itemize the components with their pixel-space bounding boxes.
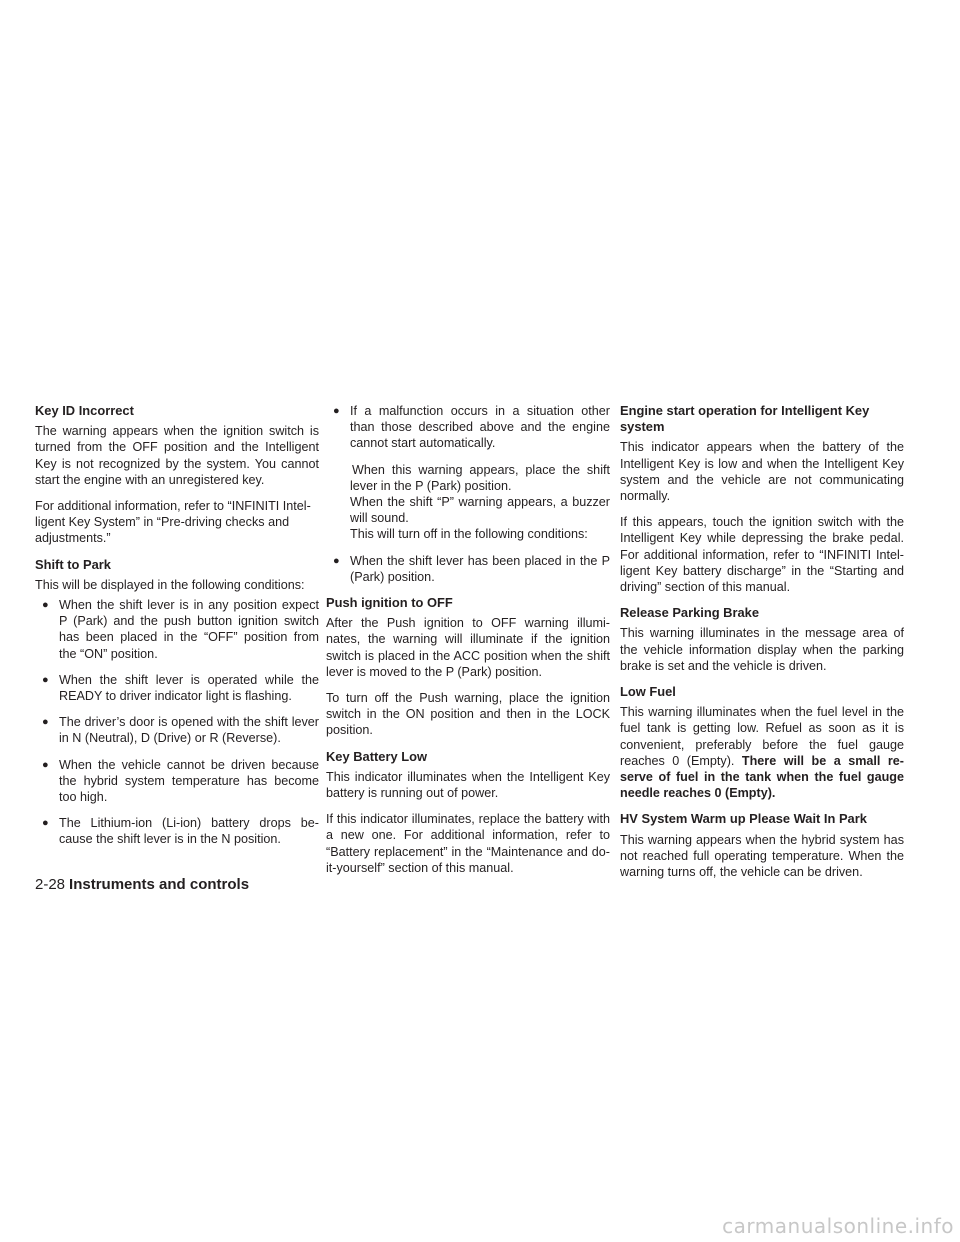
list-item: ● When the shift lever has been placed in the P (Park) position. [333,553,610,584]
list-item: ● The Lithium-ion (Li-ion) battery drops be-cause the shift lever is in the N position. [42,816,319,847]
heading-key-battery-low: Key Battery Low [326,748,428,764]
bullet-list [326,403,610,452]
list-item: ● If a malfunction occurs in a situation other than those described above and the engine cannot start automatically. [333,404,610,451]
heading-release-parking-brake: Release Parking Brake [620,605,760,621]
section-title: Instruments and controls [69,876,250,893]
column-middle [326,403,610,886]
bullet-icon: ● [42,673,49,686]
list-item: ● The driver’s door is opened with the shift lever in N (Neutral), D (Drive) or R (Reverse). [42,715,319,746]
heading-push-ignition-off: Push ignition to OFF [326,595,453,611]
paragraph: This will be displayed in the following conditions: [35,577,305,592]
paragraph: If this appears, touch the ignition switch with the Intelligent Key while depressing the brake pedal. For additional information, refer to “INFINITI Intel-ligent Key battery discharge” in the “Starting and driving” section of this manual. [620,515,904,595]
paragraph: To turn off the Push warning, place the ignition switch in the ON position and then in the LOCK position. [326,691,610,738]
bullet-icon: ● [42,758,49,771]
paragraph: This indicator illuminates when the Intelligent Key battery is running out of power. [326,769,610,801]
column-left [35,403,319,858]
bullet-list [35,597,319,848]
bullet-icon: ● [42,599,49,612]
bullet-icon: ● [333,554,340,567]
list-item: ● When the shift lever is in any position expect P (Park) and the push button ignition switch has been placed in the “OFF” position from the “ON” position. [42,598,319,661]
paragraph: When the shift “P” warning appears, a buzzer will sound. [350,495,610,526]
heading-key-id-incorrect: Key ID Incorrect [35,403,134,418]
watermark: carmanualsonline.info [722,1214,954,1238]
bullet-icon: ● [333,405,340,417]
column-right [620,403,904,890]
bullet-list [326,553,610,585]
paragraph: For additional information, refer to “INFINITI Intel-ligent Key System” in “Pre-driving checks and adjustments.” [35,499,311,546]
bullet-icon: ● [42,716,49,729]
heading-engine-start-operation: Engine start operation for Intelligent Key system [620,403,870,435]
bullet-icon: ● [42,817,49,830]
paragraph: This warning illuminates in the message area of the vehicle information display when the parking brake is set and the vehicle is driven. [620,626,904,673]
paragraph: This indicator appears when the battery of the Intelligent Key is low and when the Intelligent Key system and the vehicle are not communicating normally. [620,440,904,504]
page-footer [35,876,249,894]
paragraph: If this indicator illuminates, replace the battery with a new one. For additional information, refer to “Battery replacement” in the “Maintenance and do-it-yourself” section of this manual. [326,812,610,875]
indented-notes [326,462,610,543]
paragraph: After the Push ignition to OFF warning illumi-nates, the warning will illuminate if the ignition switch is placed in the ACC position when the shift lever is moved to the P (Park) position. [326,616,610,679]
heading-hv-system-warm-up: HV System Warm up Please Wait In Park [620,811,867,827]
paragraph: This warning illuminates when the fuel level in the fuel tank is getting low. Refuel as soon as it is convenient, preferably before the fuel gauge reaches 0 (Empty). There will be a small re-serve of fuel in the tank when the fuel gauge needle reaches 0 (Empty). [620,705,905,801]
paragraph: When this warning appears, place the shift lever in the P (Park) position. [350,462,610,493]
page-number: 2-28 [35,876,66,893]
list-item: ● When the shift lever is operated while the READY to driver indicator light is flashing. [42,672,319,704]
emphasis-text: There will be a small re-serve of fuel in the tank when the fuel gauge needle reaches 0 (Empty). [620,753,905,801]
heading-shift-to-park: Shift to Park [35,556,111,572]
paragraph: This warning appears when the hybrid system has not reached full operating temperature. When the warning turns off, the vehicle can be driven. [620,832,904,880]
paragraph: This will turn off in the following conditions: [350,527,588,542]
heading-low-fuel: Low Fuel [620,684,676,700]
paragraph: The warning appears when the ignition switch is turned from the OFF position and the Intelligent Key is not recognized by the system. You cannot start the engine with an unregistered key. [35,424,319,487]
list-item: ● When the vehicle cannot be driven because the hybrid system temperature has become too high. [42,757,319,805]
